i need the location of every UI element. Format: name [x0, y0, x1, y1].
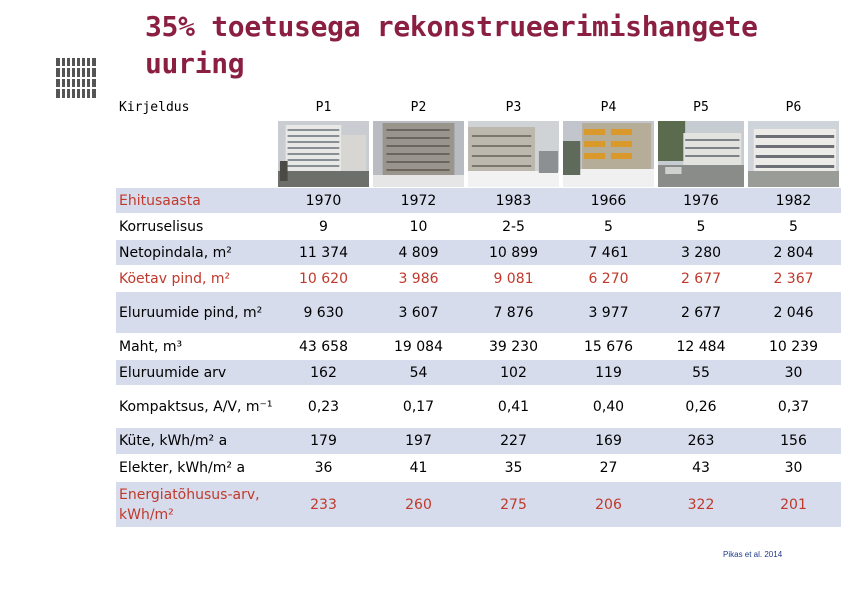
table-cell: 2 367 — [746, 266, 841, 292]
table-row-kute — [116, 428, 841, 455]
photo-row — [116, 120, 841, 189]
table-cell: 3 986 — [371, 266, 466, 292]
table-cell: 54 — [371, 360, 466, 386]
table-cell: 9 630 — [276, 292, 371, 334]
table-row-korruselisus — [116, 214, 841, 240]
table-cell: 27 — [561, 455, 656, 482]
table-cell: 10 620 — [276, 266, 371, 292]
table-cell: 1972 — [371, 188, 466, 214]
column-header-p6: P6 — [746, 95, 841, 120]
table-row-eluruumide-pind — [116, 292, 841, 334]
table-cell: 169 — [561, 428, 656, 455]
table-cell: 1966 — [561, 188, 656, 214]
table-cell: 3 607 — [371, 292, 466, 334]
table-cell: 30 — [746, 360, 841, 386]
table-cell: 206 — [561, 482, 656, 528]
comparison-table — [116, 95, 841, 528]
table-cell: 0,23 — [276, 386, 371, 428]
photo-row-spacer — [116, 120, 276, 189]
row-label: Energiatõhusus-arv, kWh/m² — [116, 482, 276, 528]
table-cell: 5 — [561, 214, 656, 240]
row-label: Netopindala, m² — [116, 240, 276, 266]
table-cell: 0,41 — [466, 386, 561, 428]
table-row-elekter — [116, 455, 841, 482]
table-cell: 156 — [746, 428, 841, 455]
table-row-maht — [116, 334, 841, 360]
table-cell: 5 — [746, 214, 841, 240]
table-cell: 1970 — [276, 188, 371, 214]
column-header-description: Kirjeldus — [116, 95, 276, 120]
table-cell: 3 280 — [656, 240, 746, 266]
table-row-koetav-pind — [116, 266, 841, 292]
table-cell: 1983 — [466, 188, 561, 214]
table-cell: 19 084 — [371, 334, 466, 360]
table-cell: 0,40 — [561, 386, 656, 428]
table-cell: 9 — [276, 214, 371, 240]
column-header-p1: P1 — [276, 95, 371, 120]
building-photo-p5 — [656, 120, 746, 189]
row-label: Köetav pind, m² — [116, 266, 276, 292]
table-cell: 227 — [466, 428, 561, 455]
column-header-p5: P5 — [656, 95, 746, 120]
table-cell: 2 804 — [746, 240, 841, 266]
table-cell: 7 461 — [561, 240, 656, 266]
table-cell: 5 — [656, 214, 746, 240]
row-label: Küte, kWh/m² a — [116, 428, 276, 455]
row-label: Elekter, kWh/m² a — [116, 455, 276, 482]
page-title: 35% toetusega rekonstrueerimishangete uuring — [145, 10, 758, 80]
column-header-p2: P2 — [371, 95, 466, 120]
table-row-energiatohusus — [116, 482, 841, 528]
building-photo-p3 — [466, 120, 561, 189]
table-cell: 119 — [561, 360, 656, 386]
row-label: Eluruumide arv — [116, 360, 276, 386]
column-header-p4: P4 — [561, 95, 656, 120]
building-photo-p6 — [746, 120, 841, 189]
table-cell: 10 — [371, 214, 466, 240]
row-label: Ehitusaasta — [116, 188, 276, 214]
table-cell: 275 — [466, 482, 561, 528]
table-cell: 201 — [746, 482, 841, 528]
header-row — [116, 95, 841, 120]
table-row-netopindala — [116, 240, 841, 266]
table-cell: 2 677 — [656, 292, 746, 334]
table-cell: 15 676 — [561, 334, 656, 360]
logo-icon — [56, 58, 98, 98]
table-cell: 162 — [276, 360, 371, 386]
column-header-p3: P3 — [466, 95, 561, 120]
table-row-eluruumide-arv — [116, 360, 841, 386]
row-label: Eluruumide pind, m² — [116, 292, 276, 334]
row-label: Kompaktsus, A/V, m⁻¹ — [116, 386, 276, 428]
table-cell: 6 270 — [561, 266, 656, 292]
building-photo-p1 — [276, 120, 371, 189]
table-cell: 1982 — [746, 188, 841, 214]
table-cell: 197 — [371, 428, 466, 455]
table-cell: 2 677 — [656, 266, 746, 292]
table-cell: 0,26 — [656, 386, 746, 428]
table-cell: 36 — [276, 455, 371, 482]
row-label: Korruselisus — [116, 214, 276, 240]
table-cell: 0,37 — [746, 386, 841, 428]
table-cell: 263 — [656, 428, 746, 455]
table-cell: 39 230 — [466, 334, 561, 360]
table-cell: 43 658 — [276, 334, 371, 360]
table-cell: 2-5 — [466, 214, 561, 240]
table-cell: 322 — [656, 482, 746, 528]
table-cell: 102 — [466, 360, 561, 386]
source-citation: Pikas et al. 2014 — [723, 550, 783, 559]
table-cell: 10 899 — [466, 240, 561, 266]
table-cell: 179 — [276, 428, 371, 455]
table-cell: 3 977 — [561, 292, 656, 334]
building-photo-p2 — [371, 120, 466, 189]
table-cell: 0,17 — [371, 386, 466, 428]
table-cell: 55 — [656, 360, 746, 386]
table-cell: 1976 — [656, 188, 746, 214]
table-cell: 233 — [276, 482, 371, 528]
table-cell: 9 081 — [466, 266, 561, 292]
table-row-kompaktsus — [116, 386, 841, 428]
table-cell: 260 — [371, 482, 466, 528]
table-cell: 7 876 — [466, 292, 561, 334]
table-cell: 43 — [656, 455, 746, 482]
table-row-ehitusaasta — [116, 188, 841, 214]
table-cell: 4 809 — [371, 240, 466, 266]
row-label: Maht, m³ — [116, 334, 276, 360]
building-photo-p4 — [561, 120, 656, 189]
table-cell: 2 046 — [746, 292, 841, 334]
table-cell: 41 — [371, 455, 466, 482]
table-cell: 10 239 — [746, 334, 841, 360]
table-cell: 12 484 — [656, 334, 746, 360]
table-cell: 35 — [466, 455, 561, 482]
table-cell: 11 374 — [276, 240, 371, 266]
table-cell: 30 — [746, 455, 841, 482]
